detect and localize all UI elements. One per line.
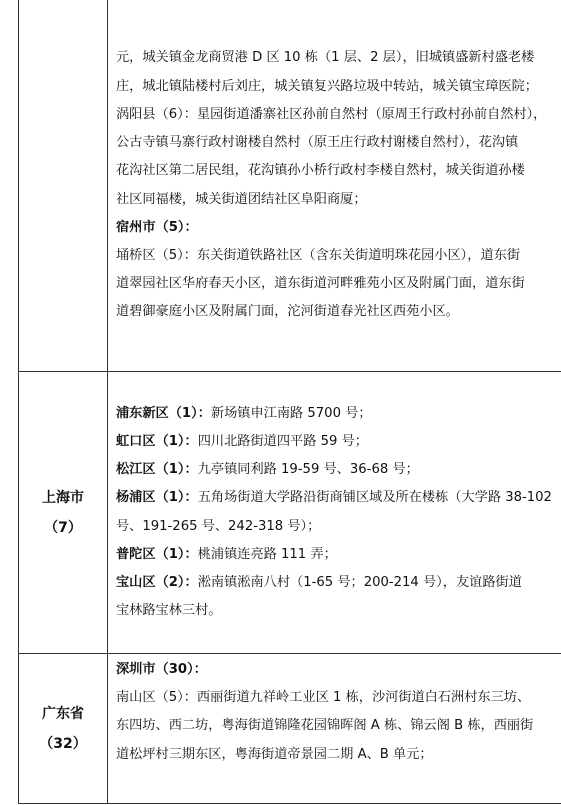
province-cell	[19, 654, 108, 804]
detail-line: 公古寺镇马寨行政村谢楼自然村（原王庄行政村谢楼自然村），花沟镇	[116, 135, 519, 151]
district-entry	[116, 484, 560, 512]
document-page	[18, 0, 551, 805]
table-row	[19, 0, 561, 372]
city-heading: 深圳市（30）：	[116, 662, 207, 677]
detail-line: 庄，城北镇陆楼村后刘庄，城关镇复兴路垃圾中转站，城关镇宝璋医院；	[116, 78, 538, 94]
district-name: 宝山区（2）：	[116, 574, 198, 590]
city-heading: 宿州市（5）：	[116, 219, 198, 235]
province-name: 广东省	[42, 705, 84, 722]
province-cell	[19, 0, 108, 372]
detail-line: 道碧御豪庭小区及附属门面，沱河街道春光社区西苑小区。	[116, 304, 459, 320]
district-detail: 新场镇申江南路 5700 号；	[210, 405, 372, 421]
district-detail-cont: 号、191-265 号、242-318 号）；	[116, 518, 321, 534]
detail-line: 道翠园社区华府春天小区，道东街道河畔雅苑小区及附属门面，道东街	[116, 276, 525, 292]
district-entry	[116, 456, 560, 484]
province-count: （32）	[39, 735, 87, 752]
province-name: 上海市	[42, 489, 84, 506]
district-name: 浦东新区（1）：	[116, 405, 211, 421]
district-name: 普陀区（1）：	[116, 546, 198, 562]
district-detail: 五角场街道大学路沿街商铺区域及所在楼栋（大学路 38-102	[197, 490, 552, 506]
district-detail: 桃浦镇连亮路 111 弄；	[197, 546, 337, 562]
district-entry	[116, 569, 560, 597]
district-detail: 淞南镇淞南八村（1-65 号；200-214 号），友谊路街道	[197, 574, 522, 590]
district-name: 虹口区（1）：	[116, 433, 198, 449]
detail-line: 花沟社区第二居民组，花沟镇孙小桥行政村李楼自然村，城关街道孙楼	[116, 163, 525, 179]
detail-line: 南山区（5）：西丽街道九祥岭工业区 1 栋，沙河街道白石洲村东三坊、	[116, 690, 531, 706]
district-name: 杨浦区（1）：	[116, 490, 198, 506]
district-entry	[116, 541, 560, 569]
table-row	[19, 372, 561, 654]
region-table	[18, 0, 561, 804]
detail-cell	[108, 0, 561, 372]
detail-line: 涡阳县（6）：星园街道潘寨社区孙前自然村（原周王行政村孙前自然村），	[116, 106, 547, 122]
detail-cell	[108, 654, 561, 804]
district-detail: 九亭镇同利路 19-59 号、36-68 号；	[197, 462, 419, 478]
detail-line: 道松坪村三期东区，粤海街道帝景园二期 A、B 单元；	[116, 746, 433, 762]
detail-line: 东四坊、西二坊，粤海街道锦隆花园锦晖阁 A 栋、锦云阁 B 栋，西丽街	[116, 718, 534, 734]
district-detail: 四川北路街道四平路 59 号；	[197, 433, 368, 449]
detail-line: 埇桥区（5）：东关街道铁路社区（含东关街道明珠花园小区），道东街	[116, 247, 520, 263]
district-name: 松江区（1）：	[116, 462, 198, 478]
table-row	[19, 654, 561, 804]
district-entry	[116, 400, 560, 428]
district-entry	[116, 428, 560, 456]
province-count: （7）	[44, 519, 82, 536]
district-detail-cont: 宝林路宝林三村。	[116, 603, 222, 619]
detail-line: 社区同福楼，城关街道团结社区阜阳商厦；	[116, 191, 367, 207]
detail-line: 元，城关镇金龙商贸港 D 区 10 栋（1 层、2 层），旧城镇盛新村盛老楼	[116, 50, 535, 66]
detail-cell	[108, 372, 561, 654]
province-cell	[19, 372, 108, 654]
